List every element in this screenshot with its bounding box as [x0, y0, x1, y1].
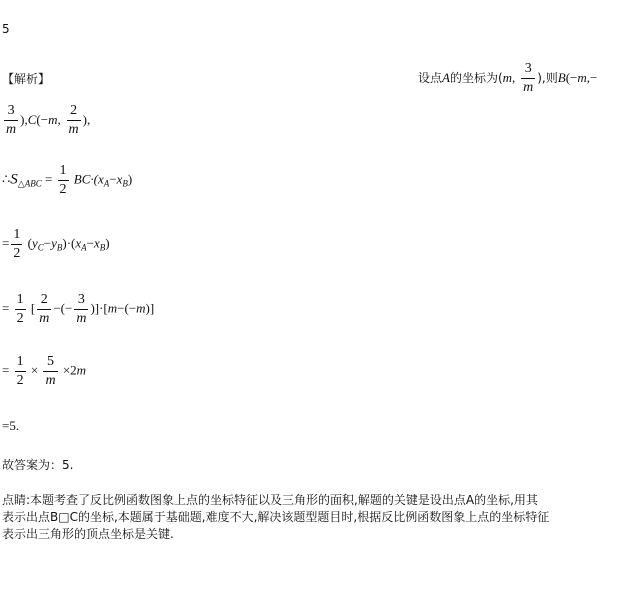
- fraction-denominator: 2: [16, 373, 24, 388]
- minus-sign: −: [109, 171, 117, 187]
- m-term: m: [136, 300, 146, 316]
- fraction-denominator: 2: [13, 246, 21, 261]
- fraction-numerator: 2: [37, 292, 51, 310]
- fraction-5-over-m: [43, 354, 57, 389]
- fraction-denominator: m: [76, 311, 87, 326]
- fraction-3-over-m: [74, 292, 88, 327]
- fraction-numerator: 5: [43, 354, 57, 372]
- fraction-2-over-m: [37, 292, 51, 327]
- close-bracket: )]: [145, 300, 155, 316]
- fraction-numerator: 3: [521, 61, 535, 79]
- fraction-2-over-m: [67, 103, 81, 138]
- x-b: x: [93, 235, 100, 251]
- fraction-one-half: [15, 292, 26, 327]
- x-a: x: [75, 235, 82, 251]
- setup-line: [418, 61, 597, 96]
- fraction-denominator: 2: [59, 182, 67, 197]
- comment-line: 点睛:本题考查了反比例函数图象上点的坐标特征以及三角形的面积,解题的关键是设出点A的坐标,用其: [2, 493, 538, 507]
- fraction-one-half: [58, 163, 69, 198]
- analysis-label: 【解析】: [2, 72, 51, 86]
- fraction-3-over-m: [521, 61, 535, 96]
- setup-comma: ,: [512, 70, 516, 85]
- m-term: m: [107, 300, 118, 316]
- y-c: y: [31, 235, 38, 251]
- area-subscript: △ABC: [17, 178, 42, 189]
- comment-line: 表示出三角形的顶点坐标是关键.: [2, 527, 174, 541]
- fraction-numerator: 3: [4, 103, 18, 121]
- setup-mid: 的坐标为(: [449, 71, 503, 85]
- fraction-denominator: m: [68, 122, 79, 137]
- x-a-sub: A: [103, 178, 110, 189]
- m-term: m: [76, 362, 87, 378]
- difference-step: [2, 227, 110, 262]
- setup-close-then: ),则: [537, 71, 558, 85]
- fraction-3-over-m-cont: [4, 103, 18, 138]
- line2-end: ),: [82, 112, 91, 127]
- close-paren: ): [127, 171, 133, 187]
- y-b-sub: B: [56, 242, 63, 253]
- x-a: x: [98, 171, 104, 187]
- therefore-symbol: ∴: [2, 171, 11, 187]
- line2-close: ),: [20, 112, 28, 127]
- comment-line: 表示出点B□C的坐标,本题属于基础题,难度不大,解决该题型题目时,根据反比例函数图象上点的坐标特征: [2, 510, 550, 524]
- fraction-numerator: 2: [67, 103, 81, 121]
- c-m: m: [48, 112, 58, 127]
- point-a: A: [442, 70, 450, 85]
- result-step: =5.: [2, 418, 20, 433]
- area-symbol: S: [10, 171, 18, 188]
- substitution-step: [2, 292, 154, 327]
- coordinates-line: [2, 103, 90, 138]
- comment-paragraph: [2, 492, 628, 543]
- fraction-denominator: m: [6, 122, 17, 137]
- minus-sign: −: [43, 235, 52, 251]
- b-tail: ,−: [586, 70, 598, 85]
- equals-sign: =: [44, 171, 53, 187]
- times-sign: ×: [30, 362, 39, 378]
- point-b: B: [557, 70, 566, 85]
- answer-line: 故答案为：5.: [2, 458, 74, 472]
- fraction-numerator: 3: [74, 292, 88, 310]
- answer-number: 5: [2, 22, 10, 36]
- bc-term: BC·(: [73, 171, 98, 187]
- y-c-sub: C: [37, 242, 44, 253]
- fraction-denominator: m: [523, 80, 534, 95]
- minus-neg: −(−: [53, 300, 73, 316]
- open-bracket: [: [30, 300, 36, 316]
- minus-sign: −: [86, 235, 94, 251]
- fraction-numerator: 1: [15, 292, 26, 310]
- times-two: ×2: [62, 362, 77, 378]
- c-open: (−: [36, 112, 49, 127]
- bracket-mid: )]·[: [90, 300, 108, 316]
- fraction-one-half: [11, 227, 22, 262]
- simplify-step: [2, 354, 86, 389]
- setup-prefix: 设点: [418, 71, 443, 85]
- setup-m: m: [502, 70, 513, 85]
- mid-paren: )·(: [62, 235, 76, 251]
- equals-sign: =: [2, 300, 10, 316]
- b-m: m: [577, 70, 587, 85]
- fraction-numerator: 1: [15, 354, 26, 372]
- x-b: x: [116, 171, 123, 187]
- area-formula-step: [2, 163, 132, 198]
- fraction-numerator: 1: [11, 227, 22, 245]
- point-c: C: [27, 112, 37, 127]
- x-a-sub: A: [81, 242, 87, 253]
- fraction-numerator: 1: [58, 163, 69, 181]
- minus-neg: −(−: [117, 300, 137, 316]
- close-paren: ): [105, 235, 110, 251]
- fraction-denominator: m: [45, 373, 56, 388]
- fraction-denominator: m: [39, 311, 50, 326]
- b-open: (−: [565, 70, 578, 85]
- x-b-sub: B: [99, 242, 106, 253]
- equals-sign: =: [2, 362, 10, 378]
- open-paren: (: [27, 235, 32, 251]
- x-b-sub: B: [122, 178, 128, 189]
- y-b: y: [51, 235, 57, 251]
- c-comma: ,: [57, 112, 61, 127]
- fraction-one-half: [15, 354, 26, 389]
- equals-sign: =: [2, 235, 10, 251]
- fraction-denominator: 2: [16, 311, 24, 326]
